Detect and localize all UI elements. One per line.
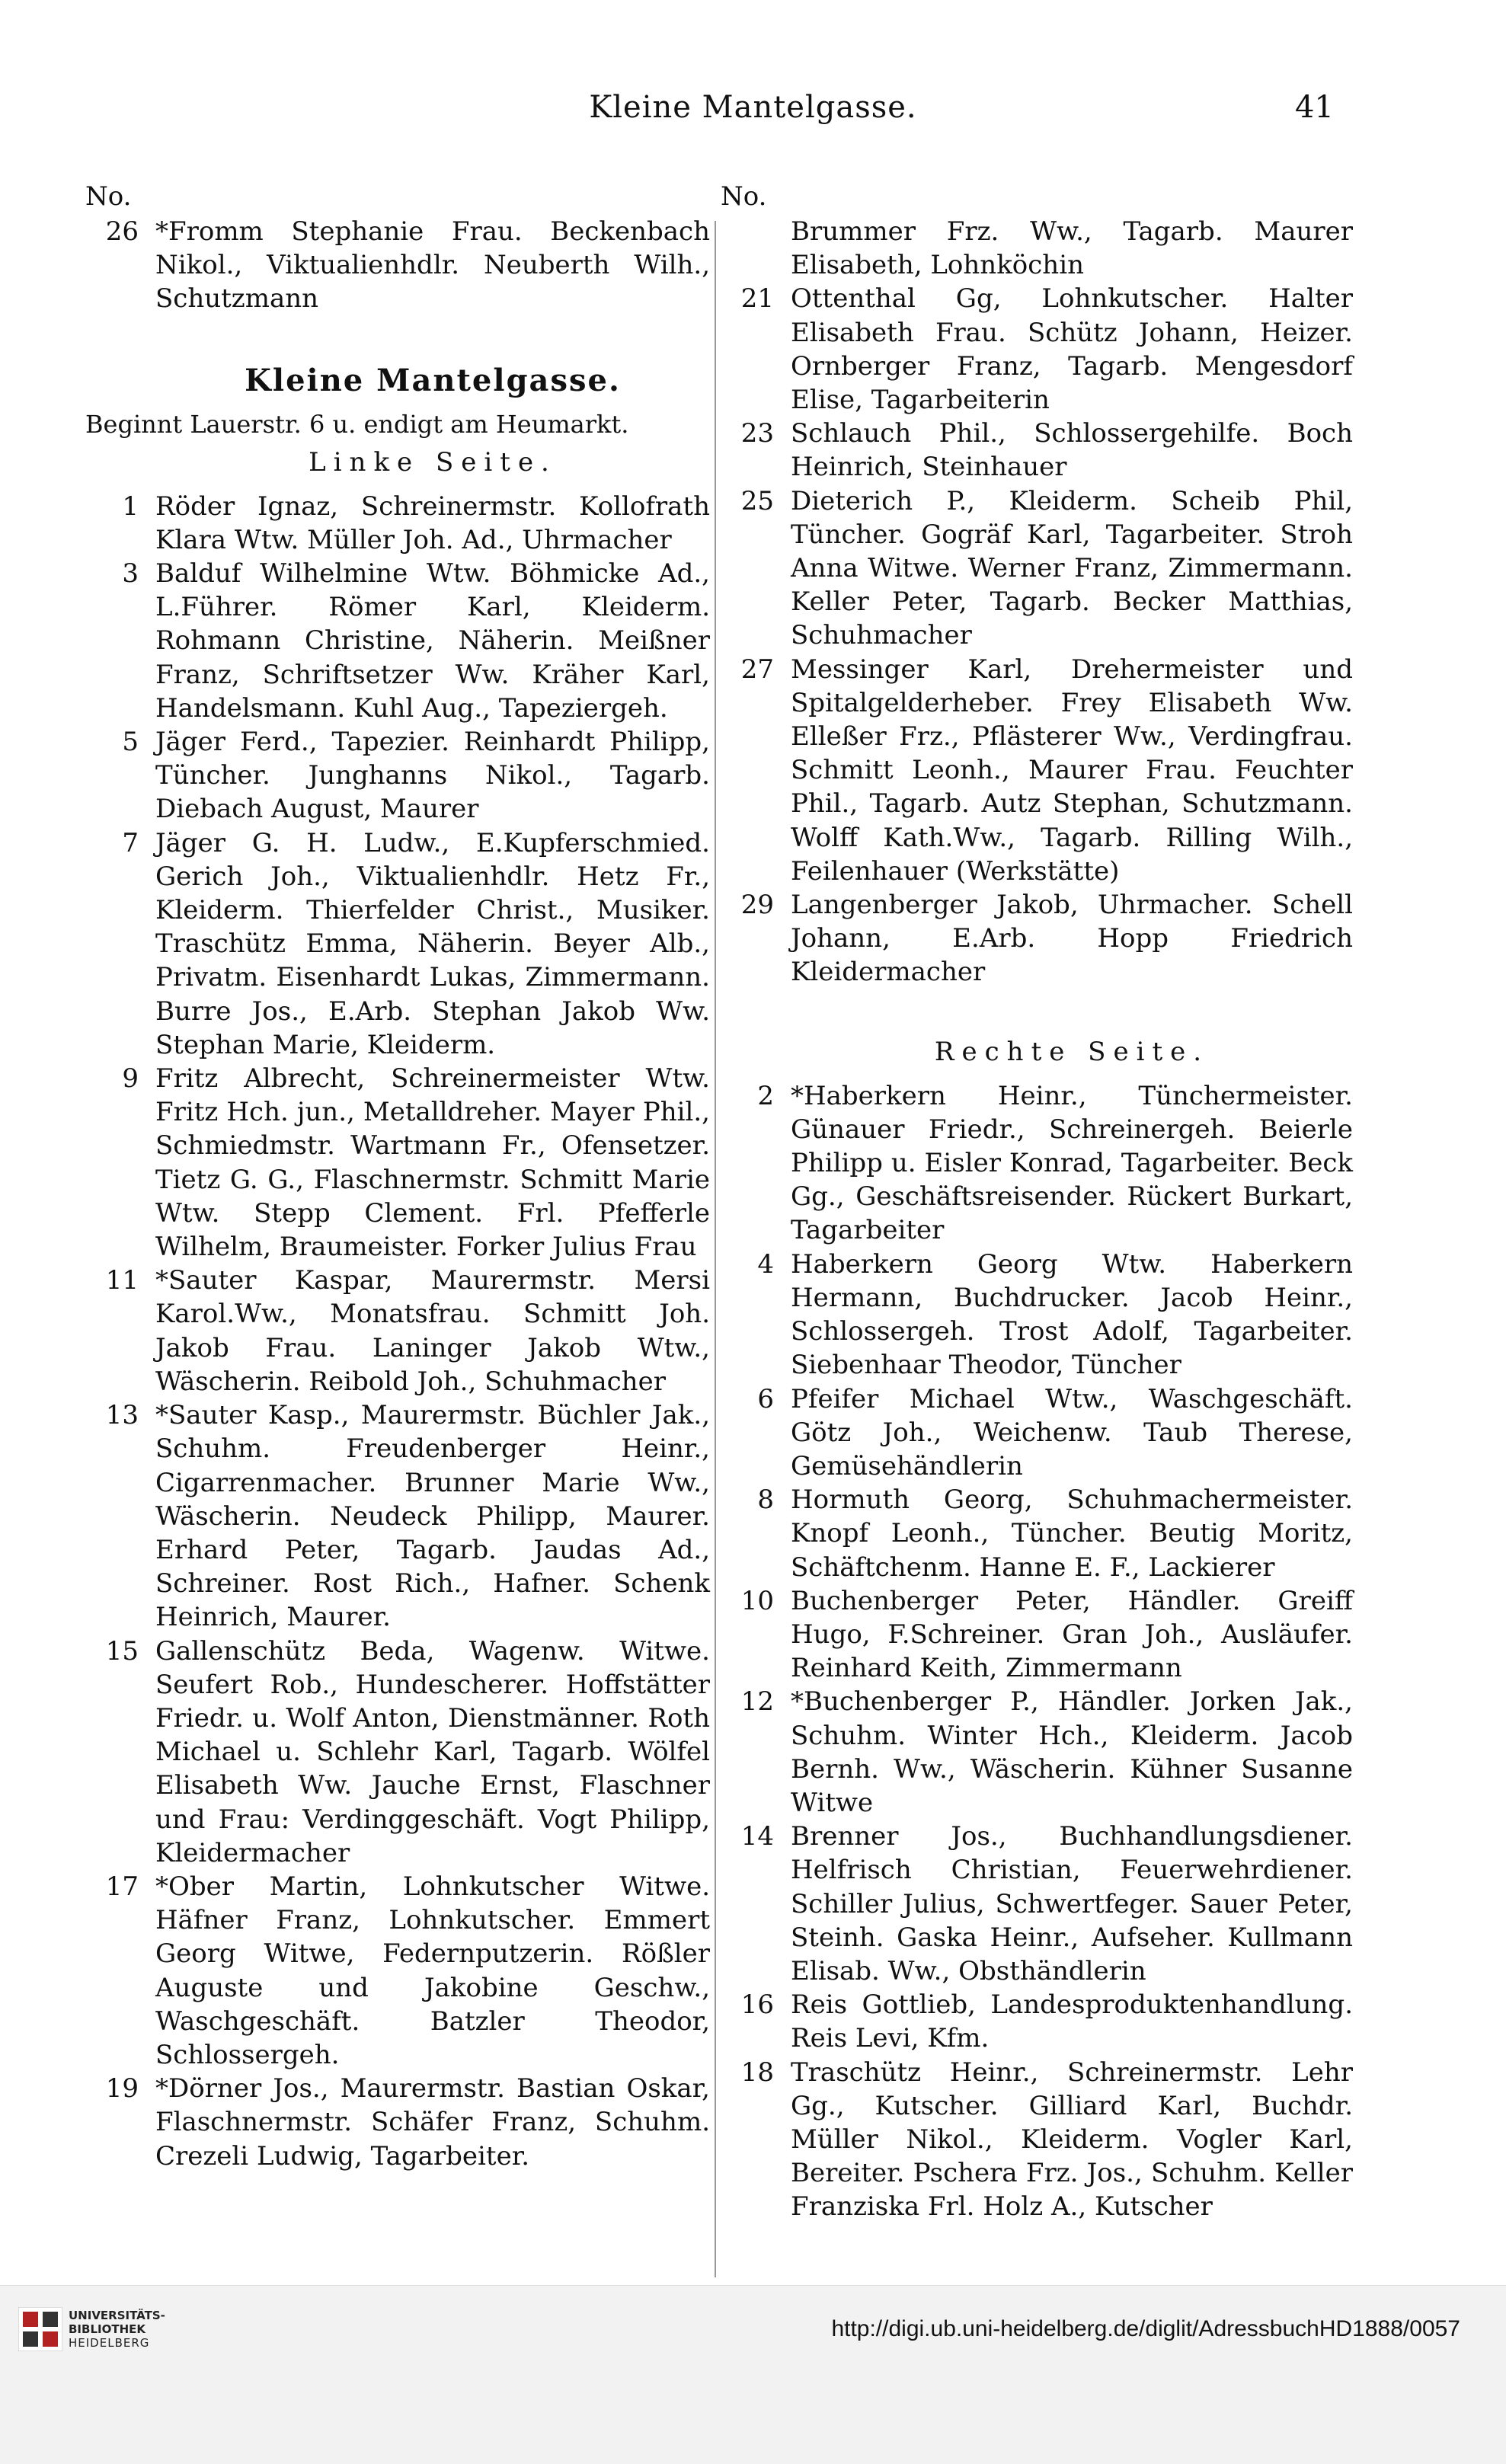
- directory-entry: [721, 1584, 1353, 1686]
- resident-list: Brummer Frz. Ww., Tagarb. Maurer Elisabeth, Lohnköchin: [791, 216, 1353, 281]
- directory-entry: [85, 557, 710, 725]
- directory-entry: [721, 417, 1353, 484]
- resident-list: Fritz Albrecht, Schreinermeister Wtw. Fritz Hch. jun., Metalldreher. Mayer Phil., Schmiedmstr. Wartmann Fr., Ofensetzer. Tietz G. G., Flaschnermstr. Schmitt Marie Wtw. Stepp Clement. Frl. Pfefferle Wilhelm, Braumeister. Forker Julius Frau: [155, 1063, 710, 1263]
- house-number: 4: [757, 1248, 774, 1280]
- directory-entry: [721, 653, 1353, 888]
- resident-list: *Haberkern Heinr., Tünchermeister. Günauer Friedr., Schreinergeh. Beierle Philipp u. Eisler Konrad, Tagarbeiter. Beck Gg., Geschäftsreisender. Rückert Burkart, Tagarbeiter: [791, 1080, 1353, 1246]
- house-number: 3: [122, 558, 139, 590]
- directory-entry: [721, 1483, 1353, 1584]
- directory-entry: [85, 1398, 710, 1634]
- directory-entry: [721, 215, 1353, 282]
- house-number: 12: [740, 1686, 774, 1718]
- resident-list: Balduf Wilhelmine Wtw. Böhmicke Ad., L.Führer. Römer Karl, Kleiderm. Rohmann Christine, Näherin. Meißner Franz, Schriftsetzer Ww. Kräher Karl, Handelsmann. Kuhl Aug., Tapeziergeh.: [155, 558, 710, 724]
- house-number: 15: [105, 1635, 139, 1667]
- directory-entry: [721, 1248, 1353, 1382]
- source-url-link[interactable]: http://digi.ub.uni-heidelberg.de/diglit/AdressbuchHD1888/0057: [831, 2316, 1460, 2341]
- resident-list: Ottenthal Gg, Lohnkutscher. Halter Elisabeth Frau. Schütz Johann, Heizer. Ornberger Franz, Tagarb. Mengesdorf Elise, Tagarbeiterin: [791, 283, 1353, 416]
- house-number: 14: [740, 1821, 774, 1852]
- directory-entry: [85, 826, 710, 1062]
- resident-list: *Dörner Jos., Maurermstr. Bastian Oskar, Flaschnermstr. Schäfer Franz, Schuhm. Crezeli Ludwig, Tagarbeiter.: [155, 2073, 710, 2172]
- directory-entry: [721, 1820, 1353, 1988]
- side-label-left: Linke Seite.: [309, 446, 557, 478]
- directory-entry: [721, 282, 1353, 417]
- directory-entry: [85, 215, 710, 316]
- resident-list: Jäger G. H. Ludw., E.Kupferschmied. Gerich Joh., Viktualienhdlr. Hetz Fr., Kleiderm. Thierfelder Christ., Musiker. Traschütz Emma, Näherin. Beyer Alb., Privatm. Eisenhardt Lukas, Zimmermann. Burre Jos., E.Arb. Stephan Jakob Ww. Stephan Marie, Kleiderm.: [155, 827, 710, 1060]
- house-number: 23: [740, 418, 774, 449]
- right-column: [721, 180, 1353, 2224]
- directory-entry: [721, 1988, 1353, 2055]
- resident-list: Hormuth Georg, Schuhmachermeister. Knopf Leonh., Tüncher. Beutig Moritz, Schäftchenm. Hanne E. F., Lackierer: [791, 1484, 1353, 1583]
- left-continued-entries: [85, 215, 710, 316]
- house-number: 21: [740, 283, 774, 315]
- house-number: 5: [122, 727, 139, 758]
- number-column-label: No.: [721, 181, 767, 212]
- house-number: 6: [757, 1383, 774, 1414]
- logo-text-line: HEIDELBERG: [69, 2336, 150, 2350]
- directory-entry: [85, 1635, 710, 1870]
- directory-entry: [85, 1062, 710, 1264]
- directory-entry: [721, 484, 1353, 653]
- house-number: 2: [757, 1080, 774, 1111]
- house-number: 8: [757, 1484, 774, 1516]
- resident-list: Reis Gottlieb, Landesproduktenhandlung. Reis Levi, Kfm.: [791, 1989, 1353, 2054]
- resident-list: Pfeifer Michael Wtw., Waschgeschäft. Götz Joh., Weichenw. Taub Therese, Gemüsehändlerin: [791, 1383, 1353, 1481]
- house-number: 10: [740, 1585, 774, 1616]
- house-number: 13: [105, 1400, 139, 1431]
- resident-list: Gallenschütz Beda, Wagenw. Witwe. Seufert Rob., Hundescherer. Hoffstätter Friedr. u. Wolf Anton, Dienstmänner. Roth Michael u. Schlehr Karl, Tagarb. Wölfel Elisabeth Ww. Jauche Ernst, Flaschner und Frau: Verdinggeschäft. Vogt Philipp, Kleidermacher: [155, 1635, 710, 1868]
- house-number: 27: [740, 654, 774, 685]
- house-number: 26: [105, 216, 139, 247]
- logo-text-line: UNIVERSITÄTS-: [69, 2309, 165, 2322]
- right-continued-entries: [721, 215, 1353, 989]
- house-number: 18: [740, 2057, 774, 2088]
- resident-list: Langenberger Jakob, Uhrmacher. Schell Johann, E.Arb. Hopp Friedrich Kleidermacher: [791, 890, 1353, 988]
- resident-list: Dieterich P., Kleiderm. Scheib Phil, Tüncher. Gogräf Karl, Tagarbeiter. Stroh Anna Witwe. Werner Franz, Zimmermann. Keller Peter, Tagarb. Becker Matthias, Schuhmacher: [791, 485, 1353, 651]
- resident-list: Messinger Karl, Drehermeister und Spitalgelderheber. Frey Elisabeth Ww. Elleßer Frz., Pflästerer Ww., Verdingfrau. Schmitt Leonh., Maurer Frau. Feuchter Phil., Tagarb. Autz Stephan, Schutzmann. Wolff Kath.Ww., Tagarb. Rilling Wilh., Feilenhauer (Werkstätte): [791, 654, 1353, 887]
- resident-list: *Ober Martin, Lohnkutscher Witwe. Häfner Franz, Lohnkutscher. Emmert Georg Witwe, Federnputzerin. Rößler Auguste und Jakobine Geschw., Waschgeschäft. Batzler Theodor, Schlossergeh.: [155, 1871, 710, 2070]
- resident-list: *Buchenberger P., Händler. Jorken Jak., Schuhm. Winter Hch., Kleiderm. Jacob Bernh. Ww., Wäscherin. Kühner Susanne Witwe: [791, 1686, 1353, 1818]
- directory-entry: [85, 725, 710, 826]
- right-side-entries: [721, 1079, 1353, 2224]
- street-description: Beginnt Lauerstr. 6 u. endigt am Heumarkt.: [85, 409, 629, 439]
- resident-list: Jäger Ferd., Tapezier. Reinhardt Philipp, Tüncher. Junghanns Nikol., Tagarb. Diebach August, Maurer: [155, 727, 710, 825]
- directory-entry: [721, 888, 1353, 989]
- house-number: 17: [105, 1871, 139, 1902]
- resident-list: *Fromm Stephanie Frau. Beckenbach Nikol., Viktualienhdlr. Neuberth Wilh., Schutzmann: [155, 216, 710, 315]
- resident-list: Buchenberger Peter, Händler. Greiff Hugo, F.Schreiner. Gran Joh., Ausläufer. Reinhard Keith, Zimmermann: [791, 1585, 1353, 1684]
- house-number: 7: [122, 827, 139, 858]
- directory-entry: [721, 1685, 1353, 1820]
- house-number: 11: [105, 1265, 139, 1296]
- directory-entry: [85, 1264, 710, 1398]
- number-column-label: No.: [85, 181, 132, 212]
- logo-text-line: BIBLIOTHEK: [69, 2322, 145, 2336]
- resident-list: Haberkern Georg Wtw. Haberkern Hermann, Buchdrucker. Jacob Heinr., Schlossergeh. Trost Adolf, Tagarbeiter. Siebenhaar Theodor, Tüncher: [791, 1248, 1353, 1381]
- resident-list: *Sauter Kaspar, Maurermstr. Mersi Karol.Ww., Monatsfrau. Schmitt Joh. Jakob Frau. Laninger Jakob Wtw., Wäscherin. Reibold Joh., Schuhmacher: [155, 1265, 710, 1397]
- running-header-title: Kleine Mantelgasse.: [589, 90, 917, 125]
- directory-entry: [85, 490, 710, 557]
- footer-bar: [0, 2285, 1506, 2464]
- house-number: 19: [105, 2073, 139, 2104]
- directory-entry: [721, 2056, 1353, 2224]
- side-label-right: Rechte Seite.: [934, 1036, 1210, 1067]
- library-logo[interactable]: [18, 2306, 216, 2354]
- house-number: 16: [740, 1989, 774, 2021]
- directory-entry: [85, 1870, 710, 2072]
- resident-list: Röder Ignaz, Schreinermstr. Kollofrath Klara Wtw. Müller Joh. Ad., Uhrmacher: [155, 491, 710, 555]
- directory-entry: [721, 1382, 1353, 1484]
- column-divider: [715, 221, 716, 2277]
- resident-list: Schlauch Phil., Schlossergehilfe. Boch Heinrich, Steinhauer: [791, 418, 1353, 483]
- page-number: 41: [1295, 90, 1334, 125]
- left-side-entries: [85, 490, 710, 2173]
- house-number: 25: [740, 485, 774, 516]
- directory-entry: [721, 1079, 1353, 1248]
- resident-list: *Sauter Kasp., Maurermstr. Büchler Jak., Schuhm. Freudenberger Heinr., Cigarrenmacher. Brunner Marie Ww., Wäscherin. Neudeck Philipp, Maurer. Erhard Peter, Tagarb. Jaudas Ad., Schreiner. Rost Rich., Hafner. Schenk Heinrich, Maurer.: [155, 1400, 710, 1633]
- left-column: [85, 180, 710, 2173]
- directory-entry: [85, 2072, 710, 2173]
- house-number: 9: [122, 1063, 139, 1095]
- house-number: 29: [740, 890, 774, 921]
- resident-list: Traschütz Heinr., Schreinermstr. Lehr Gg., Kutscher. Gilliard Karl, Buchdr. Müller Nikol., Kleiderm. Vogler Karl, Bereiter. Pschera Frz. Jos., Schuhm. Keller Franziska Frl. Holz A., Kutscher: [791, 2057, 1353, 2223]
- house-number: 1: [122, 491, 139, 522]
- resident-list: Brenner Jos., Buchhandlungsdiener. Helfrisch Christian, Feuerwehrdiener. Schiller Julius, Schwertfeger. Sauer Peter, Steinh. Gaska Heinr., Aufseher. Kullmann Elisab. Ww., Obsthändlerin: [791, 1821, 1353, 1986]
- street-title: Kleine Mantelgasse.: [245, 362, 621, 398]
- library-seal-icon: [18, 2307, 62, 2351]
